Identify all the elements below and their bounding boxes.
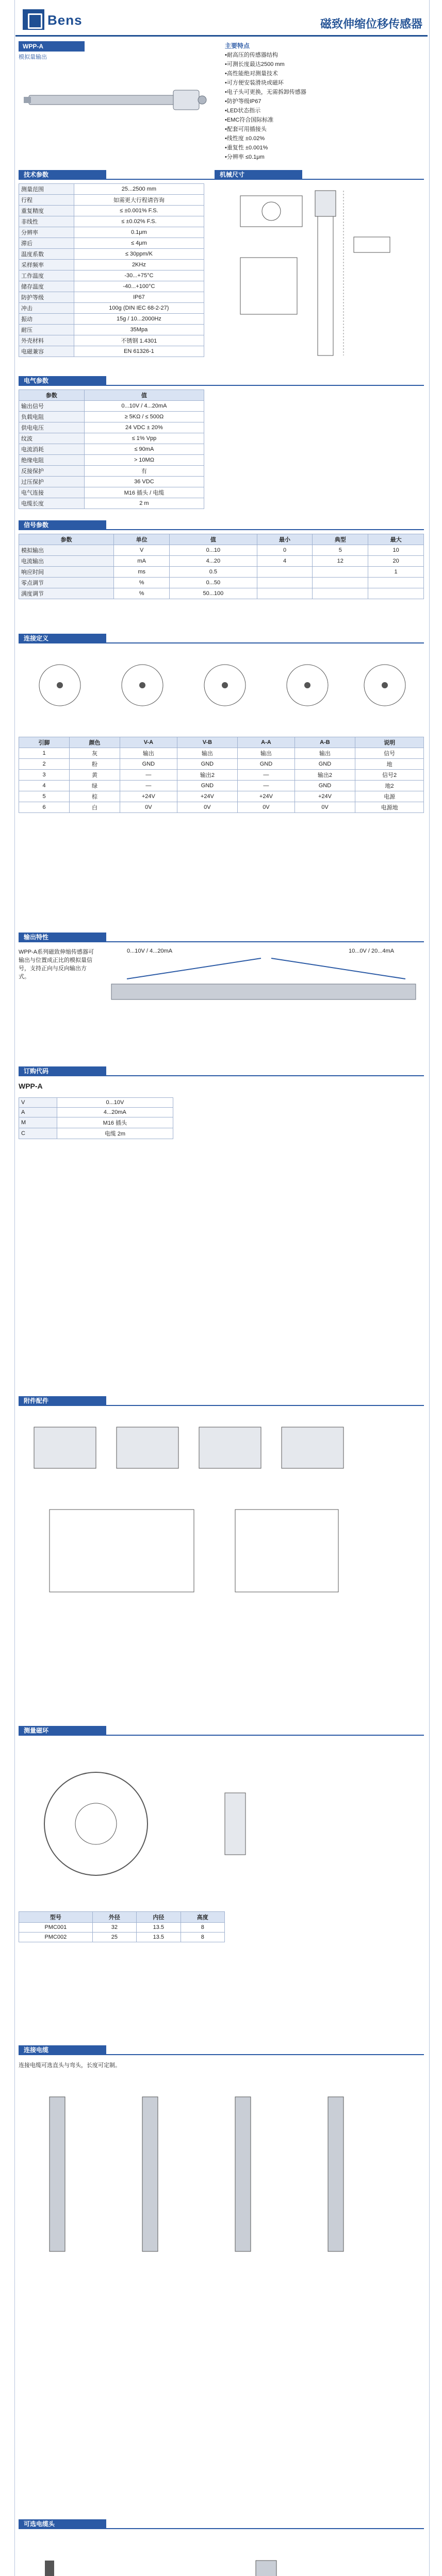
feature-item: •EMC符合国际标准 [225, 117, 274, 123]
table-row [19, 238, 204, 249]
table-cell: 输出信号 [19, 401, 85, 412]
feature-item: •分辨率 ≤0.1μm [225, 154, 265, 160]
table-cell: 输出 [120, 748, 177, 759]
table-row [19, 578, 424, 588]
col-head: 最大 [368, 534, 424, 545]
table-cell: 外壳材料 [19, 335, 74, 346]
table-row [19, 249, 204, 260]
table-cell: 13.5 [137, 1923, 181, 1933]
table-row [19, 314, 204, 325]
table-cell: 储存温度 [19, 281, 74, 292]
table-cell [313, 588, 368, 599]
table-cell: M [19, 1117, 57, 1128]
table-cell: M16 插头 [57, 1117, 173, 1128]
table-cell: 棕 [70, 791, 120, 802]
table-cell: 4...20mA [57, 1108, 173, 1117]
table-cell: C [19, 1128, 57, 1139]
table-cell: 非线性 [19, 216, 74, 227]
table-row [19, 401, 204, 412]
signal-section [19, 520, 424, 623]
curve-text: WPP-A系列磁致伸缩传感器可输出与位置成正比的模拟量信号，支持正向与反向输出方式。 [19, 949, 94, 980]
table-cell: 绿 [70, 781, 120, 791]
connector-diagrams [19, 649, 424, 726]
table-cell: 20 [368, 556, 424, 567]
table-cell: GND [120, 759, 177, 770]
table-cell [313, 567, 368, 578]
table-cell: 5 [19, 791, 70, 802]
table-cell: 100g (DIN IEC 68-2-27) [74, 303, 204, 314]
section-rule [19, 385, 424, 386]
section-title: 机械尺寸 [215, 170, 302, 179]
table-cell: 滞后 [19, 238, 74, 249]
col-head: A-B [294, 737, 355, 748]
cable-text: 连接电缆可选直头与弯头，长度可定制。 [19, 2062, 121, 2069]
table-cell: 模拟输出 [19, 545, 114, 556]
table-cell: 纹波 [19, 433, 85, 444]
order-table [19, 1097, 173, 1139]
elec-table [19, 389, 204, 509]
table-cell: 耐压 [19, 325, 74, 335]
category-title: 磁致伸缩位移传感器 [320, 18, 422, 30]
feature-item: •配套可用插接头 [225, 126, 267, 132]
col-head: 参数 [19, 534, 114, 545]
section-rule [19, 642, 424, 643]
table-cell: ≤ 30ppm/K [74, 249, 204, 260]
curve-diagram [106, 948, 421, 1051]
table-row [19, 791, 424, 802]
table-row [19, 802, 424, 813]
table-cell: 分辨率 [19, 227, 74, 238]
table-cell: % [114, 588, 170, 599]
table-cell: 0V [294, 802, 355, 813]
magnet-table [19, 1911, 225, 1942]
table-row [19, 1128, 173, 1139]
table-cell: 4...20 [170, 556, 257, 567]
table-cell: GND [294, 781, 355, 791]
section-rule [19, 2054, 424, 2055]
features-box [225, 41, 424, 162]
features-title: 主要特点 [225, 42, 250, 49]
table-cell: 如需更大行程请咨询 [74, 195, 204, 206]
section-title: 输出特性 [19, 933, 106, 942]
col-head: 值 [170, 534, 257, 545]
col-head: A-A [238, 737, 295, 748]
table-cell: 2 [19, 759, 70, 770]
feature-item: •耐高压的传感器结构 [225, 52, 278, 58]
table-row [19, 567, 424, 578]
conn-table [19, 737, 424, 813]
table-cell: 1 [368, 567, 424, 578]
table-cell: 电源 [355, 791, 424, 802]
section-title: 连接电缆 [19, 2045, 106, 2055]
table-row [19, 335, 204, 346]
order-section [19, 1066, 424, 1386]
table-cell [257, 578, 313, 588]
cable-section [19, 2045, 424, 2509]
feature-item: •重复性 ±0.001% [225, 145, 268, 151]
table-cell: 信号 [355, 748, 424, 759]
table-cell [368, 588, 424, 599]
table-cell: 0...10 [170, 545, 257, 556]
table-row [19, 227, 204, 238]
table-cell: 零点调节 [19, 578, 114, 588]
table-cell: 采样频率 [19, 260, 74, 270]
table-cell: 0.1μm [74, 227, 204, 238]
table-cell: 不锈钢 1.4301 [74, 335, 204, 346]
table-row [19, 270, 204, 281]
table-cell: 黄 [70, 770, 120, 781]
table-cell: 防护等级 [19, 292, 74, 303]
table-cell: 25...2500 mm [74, 184, 204, 195]
table-cell: ≤ ±0.001% F.S. [74, 206, 204, 216]
feature-item: •可测长度最达2500 mm [225, 61, 285, 67]
table-cell: IP67 [74, 292, 204, 303]
curve-left-label: 0...10V / 4...20mA [127, 948, 173, 954]
table-cell: 绝缘电阻 [19, 455, 85, 466]
plug-drawings [19, 2540, 424, 2576]
table-cell: 0V [120, 802, 177, 813]
table-cell: 36 VDC [84, 477, 204, 487]
table-row [19, 466, 204, 477]
col-head: 引脚 [19, 737, 70, 748]
table-cell: A [19, 1108, 57, 1117]
feature-item: •线性度 ±0.02% [225, 135, 265, 142]
col-head: 内径 [137, 1912, 181, 1923]
table-row [19, 545, 424, 556]
col-head: 典型 [313, 534, 368, 545]
table-cell: 50...100 [170, 588, 257, 599]
table-cell [257, 588, 313, 599]
table-row [19, 588, 424, 599]
tech-section [19, 170, 424, 366]
table-row [19, 1933, 225, 1942]
table-cell: 电缆 2m [57, 1128, 173, 1139]
table-cell: 负载电阻 [19, 412, 85, 422]
table-cell: 冲击 [19, 303, 74, 314]
conn-section [19, 634, 424, 922]
table-cell [257, 567, 313, 578]
table-row [19, 184, 204, 195]
col-head: 最小 [257, 534, 313, 545]
table-cell: 输出 [177, 748, 237, 759]
table-cell: 12 [313, 556, 368, 567]
table-cell: -30...+75°C [74, 270, 204, 281]
table-cell: 供电电压 [19, 422, 85, 433]
brand-name: Bens [47, 12, 83, 28]
section-title: 可选电缆头 [19, 2519, 106, 2529]
col-head: 说明 [355, 737, 424, 748]
table-cell: ms [114, 567, 170, 578]
col-head: 参数 [19, 390, 85, 401]
table-row [19, 433, 204, 444]
table-row [19, 781, 424, 791]
section-rule [19, 2528, 424, 2529]
table-cell: 输出2 [294, 770, 355, 781]
curve-right-label: 10...0V / 20...4mA [349, 948, 395, 954]
table-row [19, 216, 204, 227]
table-cell: 输出2 [177, 770, 237, 781]
table-row [19, 759, 424, 770]
table-row [19, 477, 204, 487]
table-cell: 15g / 10...2000Hz [74, 314, 204, 325]
magnet-section [19, 1726, 424, 2035]
table-cell: 输出 [238, 748, 295, 759]
table-cell: 0.5 [170, 567, 257, 578]
signal-table [19, 534, 424, 599]
table-cell: 地 [355, 759, 424, 770]
table-cell: 1 [19, 748, 70, 759]
table-cell: +24V [120, 791, 177, 802]
section-title: 技术参数 [19, 170, 106, 179]
elec-section [19, 376, 424, 510]
accessory-drawings [19, 1417, 424, 1705]
table-cell [368, 578, 424, 588]
table-cell: +24V [238, 791, 295, 802]
plug-section [19, 2519, 424, 2576]
section-rule [19, 1405, 424, 1406]
table-cell: 振动 [19, 314, 74, 325]
table-row [19, 260, 204, 270]
table-cell: 工作温度 [19, 270, 74, 281]
table-row [19, 292, 204, 303]
table-row [19, 303, 204, 314]
col-head: 高度 [181, 1912, 224, 1923]
section-rule [19, 529, 424, 530]
table-cell: 10 [368, 545, 424, 556]
table-cell: GND [238, 759, 295, 770]
table-cell: GND [177, 759, 237, 770]
table-cell: 5 [313, 545, 368, 556]
table-cell: 反接保护 [19, 466, 85, 477]
table-row [19, 412, 204, 422]
table-row [19, 748, 424, 759]
table-cell: 24 VDC ± 20% [84, 422, 204, 433]
table-cell: 电流消耗 [19, 444, 85, 455]
table-row [19, 422, 204, 433]
table-cell: V [19, 1098, 57, 1108]
table-cell: EN 61326-1 [74, 346, 204, 357]
table-row [19, 556, 424, 567]
table-cell: 行程 [19, 195, 74, 206]
table-cell [313, 578, 368, 588]
table-cell: 电缆长度 [19, 498, 85, 509]
table-cell: 8 [181, 1923, 224, 1933]
table-cell: ≤ ±0.02% F.S. [74, 216, 204, 227]
col-head: 外径 [92, 1912, 136, 1923]
table-cell: 测量范围 [19, 184, 74, 195]
col-head: V-B [177, 737, 237, 748]
section-title: 信号参数 [19, 520, 106, 530]
table-cell: — [238, 781, 295, 791]
table-row [19, 195, 204, 206]
table-cell: 满度调节 [19, 588, 114, 599]
table-cell: — [238, 770, 295, 781]
table-cell: 0 [257, 545, 313, 556]
table-cell: 8 [181, 1933, 224, 1942]
table-cell: 0V [177, 802, 237, 813]
section-title: 测量磁环 [19, 1726, 106, 1735]
table-cell: 粉 [70, 759, 120, 770]
col-head: 单位 [114, 534, 170, 545]
feature-item: •防护等级IP67 [225, 98, 261, 105]
product-model: WPP-A [19, 41, 85, 52]
feature-item: •高性能绝对测量技术 [225, 71, 278, 77]
table-cell: 重复精度 [19, 206, 74, 216]
table-row [19, 1108, 173, 1117]
brand-logo [23, 8, 90, 31]
table-cell: % [114, 578, 170, 588]
table-cell: 0...10V [57, 1098, 173, 1108]
table-cell: ≤ 90mA [84, 444, 204, 455]
table-cell: 输出 [294, 748, 355, 759]
table-cell: — [120, 770, 177, 781]
table-cell: 有 [84, 466, 204, 477]
col-head: 颜色 [70, 737, 120, 748]
table-cell: 响应时间 [19, 567, 114, 578]
tech-table [19, 183, 204, 357]
feature-item: •可方便安装滑块或磁环 [225, 80, 284, 86]
table-cell: mA [114, 556, 170, 567]
section-title: 订购代码 [19, 1066, 106, 1076]
table-cell: PMC002 [19, 1933, 93, 1942]
table-row [19, 487, 204, 498]
acc-section [19, 1396, 424, 1716]
table-cell: > 10MΩ [84, 455, 204, 466]
table-cell: V [114, 545, 170, 556]
section-title: 电气参数 [19, 376, 106, 385]
table-cell: 35Mpa [74, 325, 204, 335]
table-cell: 13.5 [137, 1933, 181, 1942]
table-cell: ≤ 4μm [74, 238, 204, 249]
table-cell: 6 [19, 802, 70, 813]
table-cell: 0...50 [170, 578, 257, 588]
curve-section [19, 933, 424, 1056]
table-cell: 电气连接 [19, 487, 85, 498]
table-cell: 过压保护 [19, 477, 85, 487]
table-row [19, 1098, 173, 1108]
table-cell: 地2 [355, 781, 424, 791]
table-cell: 2 m [84, 498, 204, 509]
table-row [19, 1117, 173, 1128]
table-cell: 温度系数 [19, 249, 74, 260]
table-cell: GND [294, 759, 355, 770]
table-cell: 白 [70, 802, 120, 813]
table-cell: ≥ 5KΩ / ≤ 500Ω [84, 412, 204, 422]
section-rule [19, 1075, 424, 1076]
table-cell: GND [177, 781, 237, 791]
table-row [19, 346, 204, 357]
table-cell: 电源地 [355, 802, 424, 813]
table-row [19, 206, 204, 216]
cable-drawings [19, 2076, 424, 2488]
table-cell: — [120, 781, 177, 791]
table-cell: 32 [92, 1923, 136, 1933]
table-cell: M16 插头 / 电缆 [84, 487, 204, 498]
section-title: 附件配件 [19, 1396, 106, 1405]
section-title: 连接定义 [19, 634, 106, 643]
feature-item: •电子头可更换，无需拆卸传感器 [225, 89, 306, 95]
table-row [19, 770, 424, 781]
feature-item: •LED状态指示 [225, 108, 261, 114]
table-cell: 灰 [70, 748, 120, 759]
table-cell: +24V [177, 791, 237, 802]
table-cell: 4 [19, 781, 70, 791]
dimension-drawing [220, 185, 421, 361]
table-cell: 25 [92, 1933, 136, 1942]
table-row [19, 1923, 225, 1933]
col-head: 型号 [19, 1912, 93, 1923]
page-header [15, 5, 428, 37]
magnet-drawing [19, 1747, 424, 1901]
table-cell: ≤ 1% Vpp [84, 433, 204, 444]
col-head: 值 [84, 390, 204, 401]
product-section [19, 41, 424, 160]
table-cell: 信号2 [355, 770, 424, 781]
table-cell: 4 [257, 556, 313, 567]
table-cell: PMC001 [19, 1923, 93, 1933]
col-head: V-A [120, 737, 177, 748]
table-cell: +24V [294, 791, 355, 802]
table-cell: 2KHz [74, 260, 204, 270]
table-row [19, 281, 204, 292]
table-cell: 0...10V / 4...20mA [84, 401, 204, 412]
table-row [19, 498, 204, 509]
logo-icon [23, 9, 44, 30]
table-cell: 电流输出 [19, 556, 114, 567]
table-cell: 3 [19, 770, 70, 781]
product-subtitle: 模拟量输出 [19, 54, 47, 60]
table-row [19, 455, 204, 466]
table-cell: 0V [238, 802, 295, 813]
product-image [19, 67, 215, 144]
order-code: WPP-A [19, 1082, 43, 1090]
section-rule [19, 941, 424, 942]
table-row [19, 325, 204, 335]
table-cell: 电磁兼容 [19, 346, 74, 357]
table-cell: -40...+100°C [74, 281, 204, 292]
table-row [19, 444, 204, 455]
section-rule [19, 1735, 424, 1736]
